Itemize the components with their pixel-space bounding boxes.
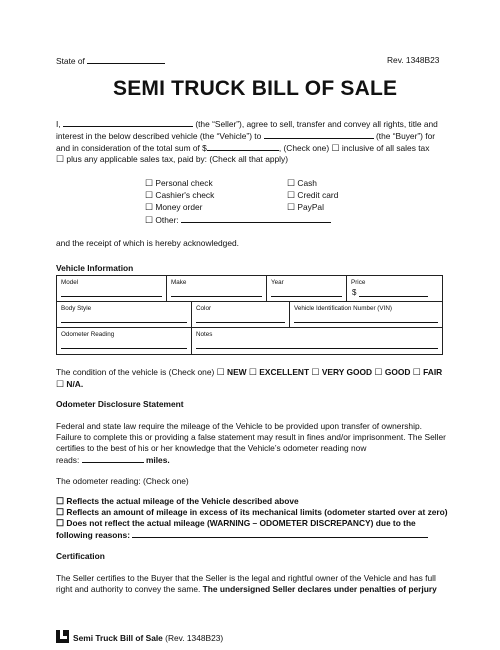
model-cell[interactable] xyxy=(57,276,167,302)
condition-good-checkbox[interactable]: ☐ xyxy=(374,367,383,377)
vehicle-info-heading: Vehicle Information xyxy=(56,263,134,273)
footer-text xyxy=(73,633,223,644)
year-cell[interactable] xyxy=(267,276,347,302)
notes-cell[interactable] xyxy=(192,328,442,354)
condition-na-checkbox[interactable]: ☐ xyxy=(56,379,65,389)
intro-text: (the “Seller”), agree to sell, transfer and convey all rights, title and xyxy=(195,119,438,129)
checkbox-icon[interactable]: ☐ xyxy=(56,496,65,506)
intro-line-2 xyxy=(56,130,435,142)
cell-label: Price xyxy=(351,279,366,286)
condition-new-checkbox[interactable]: ☐ xyxy=(216,367,225,377)
reads-label: reads: xyxy=(56,455,80,465)
reasons-field[interactable] xyxy=(132,529,428,538)
intro-line-3 xyxy=(56,142,429,154)
payment-credit-card[interactable] xyxy=(287,190,338,201)
option-label: Does not reflect the actual mileage (WARNING – ODOMETER DISCREPANCY) due to the xyxy=(66,518,416,528)
vehicle-info-table xyxy=(56,275,443,355)
checkbox-icon[interactable]: ☐ xyxy=(145,202,154,212)
intro-text: inclusive of all sales tax xyxy=(341,143,430,153)
odometer-option-excess[interactable] xyxy=(56,507,448,518)
cell-label: Odometer Reading xyxy=(61,331,115,338)
certification-text-2 xyxy=(56,584,437,595)
buyer-name-field[interactable] xyxy=(264,130,374,139)
condition-na-line: ☐ N/A. xyxy=(56,379,84,389)
price-cell[interactable] xyxy=(347,276,442,302)
option-label: Reflects the actual mileage of the Vehicle described above xyxy=(66,496,299,506)
payment-cash[interactable] xyxy=(287,178,317,189)
certification-heading: Certification xyxy=(56,551,105,561)
brand-logo-icon xyxy=(56,630,69,643)
condition-excellent-checkbox[interactable]: ☐ xyxy=(248,367,257,377)
inclusive-tax-checkbox[interactable]: ☐ xyxy=(331,143,340,153)
checkbox-icon[interactable]: ☐ xyxy=(56,507,65,517)
intro-text: and in consideration of the total sum of $ xyxy=(56,143,207,153)
condition-text: The condition of the vehicle is (Check one) xyxy=(56,367,215,377)
color-cell[interactable] xyxy=(192,302,290,328)
checkbox-icon[interactable]: ☐ xyxy=(145,190,154,200)
state-label: State of xyxy=(56,56,85,66)
cert-text-bold: The undersigned Seller declares under penalties of perjury xyxy=(202,584,437,594)
body-style-cell[interactable] xyxy=(57,302,192,328)
revision-number: Rev. 1348B23 xyxy=(387,55,440,65)
miles-label: miles. xyxy=(145,455,170,465)
option-label: Money order xyxy=(155,202,203,212)
cell-label: Body Style xyxy=(61,305,92,312)
option-label: VERY GOOD xyxy=(321,367,373,377)
odometer-heading: Odometer Disclosure Statement xyxy=(56,399,184,409)
intro-text: , (Check one) xyxy=(278,143,330,153)
checkbox-icon[interactable]: ☐ xyxy=(287,190,296,200)
cell-label: Year xyxy=(271,279,284,286)
odometer-reasons-line xyxy=(56,529,428,541)
option-label: GOOD xyxy=(384,367,411,377)
option-label: Personal check xyxy=(155,178,213,188)
vin-cell[interactable] xyxy=(290,302,442,328)
cell-label: Vehicle Identification Number (VIN) xyxy=(294,305,392,312)
option-label: NEW xyxy=(227,367,247,377)
odometer-reads-line xyxy=(56,454,170,466)
certification-text-1: The Seller certifies to the Buyer that the Seller is the legal and rightful owner of the Vehicle and has full xyxy=(56,573,436,583)
cell-label: Make xyxy=(171,279,187,286)
option-label: Other: xyxy=(155,215,179,225)
checkbox-icon[interactable]: ☐ xyxy=(287,178,296,188)
plus-tax-checkbox[interactable]: ☐ xyxy=(56,154,65,164)
checkbox-icon[interactable]: ☐ xyxy=(56,518,65,528)
footer-doc-name: Semi Truck Bill of Sale xyxy=(73,633,163,643)
payment-cashiers-check[interactable] xyxy=(145,190,214,201)
option-label: Cash xyxy=(297,178,317,188)
other-payment-field[interactable] xyxy=(181,214,331,223)
reasons-label: following reasons: xyxy=(56,530,130,540)
odometer-text-2: Failure to complete this or providing a false statement may result in fines and/or imprisonment. The Seller xyxy=(56,432,446,442)
intro-text: I, xyxy=(56,119,61,129)
state-field[interactable] xyxy=(87,55,165,64)
cell-label: Model xyxy=(61,279,79,286)
option-label: EXCELLENT xyxy=(259,367,310,377)
checkbox-icon[interactable]: ☐ xyxy=(145,178,154,188)
condition-line xyxy=(56,367,442,378)
make-cell[interactable] xyxy=(167,276,267,302)
seller-name-field[interactable] xyxy=(63,118,193,127)
payment-other[interactable] xyxy=(145,214,331,226)
odometer-option-not-actual[interactable] xyxy=(56,518,416,529)
payment-paypal[interactable] xyxy=(287,202,324,213)
intro-text: interest in the below described vehicle (the “Vehicle”) to xyxy=(56,131,262,141)
payment-money-order[interactable] xyxy=(145,202,202,213)
condition-very-good-checkbox[interactable]: ☐ xyxy=(311,367,320,377)
payment-personal-check[interactable] xyxy=(145,178,213,189)
odometer-text-1: Federal and state law require the mileage of the Vehicle to be provided upon transfer of ownership. xyxy=(56,421,422,431)
cell-label: Notes xyxy=(196,331,213,338)
document-title: SEMI TRUCK BILL OF SALE xyxy=(113,77,398,100)
cert-text: right and authority to convey the same. xyxy=(56,584,201,594)
option-label: Reflects an amount of mileage in excess of its mechanical limits (odometer started over at zero) xyxy=(66,507,448,517)
cell-label: Color xyxy=(196,305,212,312)
intro-line-4 xyxy=(56,154,288,165)
receipt-text: and the receipt of which is hereby acknowledged. xyxy=(56,238,239,248)
intro-text: plus any applicable sales tax, paid by: (Check all that apply) xyxy=(66,154,289,164)
state-line xyxy=(56,55,165,67)
option-label: N/A xyxy=(66,379,81,389)
odometer-reading-label: The odometer reading: (Check one) xyxy=(56,476,189,486)
footer-rev: (Rev. 1348B23) xyxy=(165,633,224,643)
intro-line-1 xyxy=(56,118,438,130)
total-sum-field[interactable] xyxy=(207,142,279,151)
checkbox-icon[interactable]: ☐ xyxy=(145,215,154,225)
option-label: PayPal xyxy=(297,202,324,212)
odometer-text-3: certifies to the best of his or her knowledge that the Vehicle’s odometer reading now xyxy=(56,443,367,453)
dollar-sign: $ xyxy=(352,288,357,297)
option-label: Cashier's check xyxy=(155,190,215,200)
option-label: Credit card xyxy=(297,190,339,200)
condition-fair-checkbox[interactable]: ☐ xyxy=(412,367,421,377)
mileage-field[interactable] xyxy=(82,454,144,463)
odometer-cell[interactable] xyxy=(57,328,192,354)
intro-text: (the “Buyer”) for xyxy=(375,131,436,141)
option-label: FAIR xyxy=(423,367,443,377)
checkbox-icon[interactable]: ☐ xyxy=(287,202,296,212)
odometer-option-actual[interactable] xyxy=(56,496,299,507)
